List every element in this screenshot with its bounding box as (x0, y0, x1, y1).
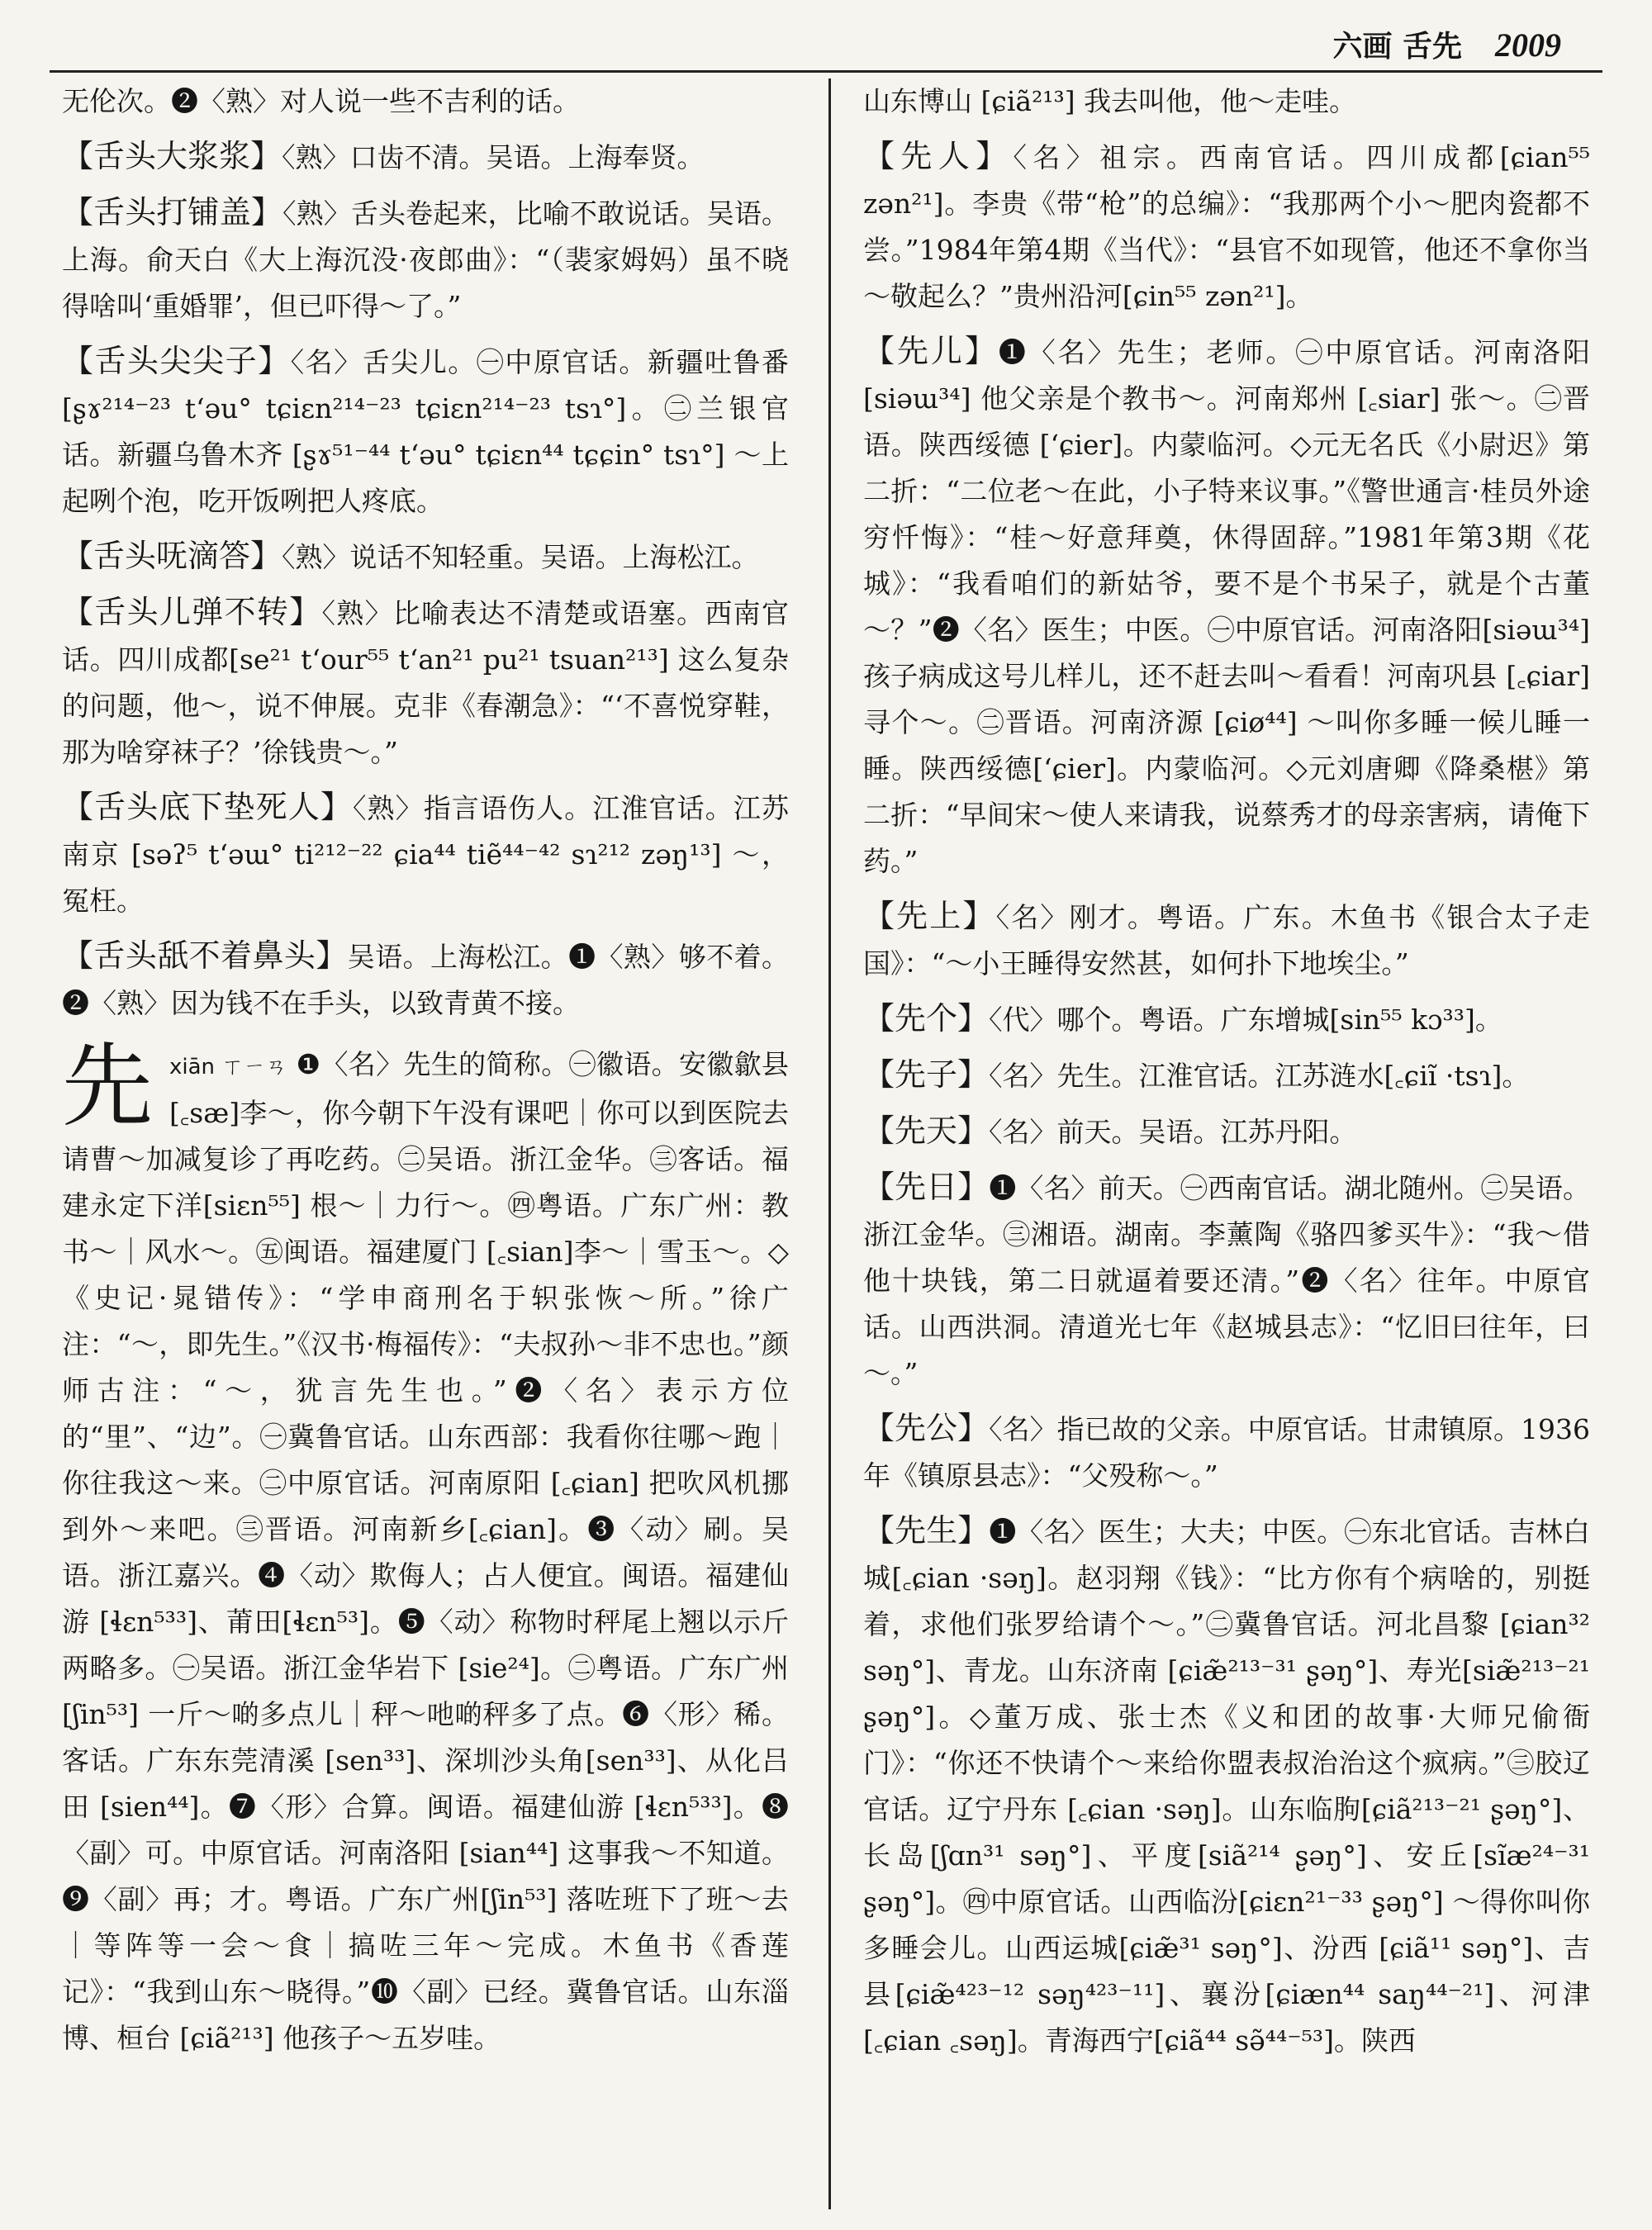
entry-headword: 【舌头尖尖子】 (62, 343, 291, 379)
entry-text: 〈名〉指已故的父亲。中原官话。甘肃镇原。1936年《镇原县志》：“父殁称～。” (863, 1413, 1590, 1492)
entry-text: ❶〈名〉前天。㊀西南官话。湖北随州。㊁吴语。浙江金华。㊂湘语。湖南。李薰陶《骆四爹买牛》：“我～借他十块钱，第二日就逼着要还清。”❷〈名〉往年。中原官话。山西洪洞。清道光七年《赵城县志》：“忆旧曰往年，曰～。” (863, 1172, 1590, 1389)
dictionary-entry (863, 78, 1590, 125)
entry-text: 山东博山 [ɕiã²¹³] 我去叫他，他～走哇。 (863, 85, 1357, 117)
entry-headword: 【先公】 (863, 1410, 990, 1446)
entry-headword: 【先人】 (863, 138, 1014, 174)
dictionary-entry (863, 893, 1590, 987)
dictionary-entry (863, 133, 1590, 320)
pinyin-label: xiān ㄒㄧㄢ (169, 1055, 287, 1079)
entry-headword: 【舌头底下垫死人】 (62, 789, 353, 825)
entry-headword: 【舌头舐不着鼻头】 (62, 937, 348, 974)
entry-headword: 【先儿】 (863, 333, 999, 369)
entry-text: 〈名〉刚才。粤语。广东。木鱼书《银合太子走国》：“～小王睡得安然甚，如何扑下地埃尘。” (863, 901, 1590, 980)
dictionary-entry (62, 133, 789, 181)
page-number: 2009 (1495, 26, 1561, 64)
entry-text: 〈熟〉比喻表达不清楚或语塞。西南官话。四川成都[se²¹ t‘our⁵⁵ t‘an²¹ pu²¹ tsuan²¹³] 这么复杂的问题，他～，说不伸展。克非《春潮急》：“‘不喜悦穿鞋，那为啥穿袜子？’徐钱贵～。” (62, 597, 789, 768)
character-entry (62, 1033, 789, 2062)
entry-headword: 【舌头打铺盖】 (62, 194, 282, 230)
dictionary-entry (863, 995, 1590, 1043)
entry-headword: 【先天】 (863, 1113, 990, 1149)
dictionary-entry (863, 328, 1590, 885)
entry-text: 〈名〉舌尖儿。㊀中原官话。新疆吐鲁番 [ʂɤ²¹⁴⁻²³ t‘əu° tɕiɛn²¹⁴⁻²³ tɕiɛn²¹⁴⁻²³ tsɿ°]。㊁兰银官话。新疆乌鲁木齐 [ʂɤ⁵¹⁻⁴⁴ t‘əu° tɕiɛn⁴⁴ tɕɕin° tsɿ°] ～上起咧个泡，吃开饭咧把人疼底。 (62, 346, 789, 517)
entry-text: 〈代〉哪个。粤语。广东增城[sin⁵⁵ kɔ³³]。 (989, 1004, 1502, 1036)
entry-text: 〈名〉先生。江淮官话。江苏涟水[꜀ɕiĩ ·tsɿ]。 (989, 1060, 1530, 1092)
entry-text: 〈名〉前天。吴语。江苏丹阳。 (989, 1116, 1357, 1148)
entry-headword: 【先上】 (863, 898, 996, 934)
entry-text: 〈熟〉说话不知轻重。吴语。上海松江。 (282, 541, 759, 573)
dictionary-entry (62, 338, 789, 524)
dictionary-entry (62, 589, 789, 776)
entry-headword: 【先子】 (863, 1056, 990, 1093)
head-character: 先 (62, 1033, 153, 1139)
entry-headword: 【先生】 (863, 1512, 990, 1549)
entry-text: ❶〈名〉医生；大夫；中医。㊀东北官话。吉林白城[꜀ɕian ·səŋ]。赵羽翔《钱》：“比方你有个病啥的，别挺着，求他们张罗给请个～。”㊁冀鲁官话。河北昌黎 [ɕian³² səŋ°]、青龙。山东济南 [ɕiæ̃²¹³⁻³¹ ʂəŋ°]、寿光[siæ̃²¹³⁻²¹ ʂəŋ°]。◇董万成、张士杰《义和团的故事·大师兄偷衙门》：“你还不快请个～来给你盟表叔治治这个疯病。”㊂胶辽官话。辽宁丹东 [꜀ɕian ·səŋ]。山东临朐[ɕiã²¹³⁻²¹ ʂəŋ°]、长岛[ʃɑn³¹ səŋ°]、平度[siã²¹⁴ ʂəŋ°]、安丘[sĩæ²⁴⁻³¹ ʂəŋ°]。㊃中原官话。山西临汾[ɕiɛn²¹⁻³³ ʂəŋ°] ～得你叫你多睡会儿。山西运城[ɕiæ̃³¹ səŋ°]、汾西 [ɕiã¹¹ səŋ°]、吉县[ɕiæ̃⁴²³⁻¹² səŋ⁴²³⁻¹¹]、襄汾[ɕiæn⁴⁴ saŋ⁴⁴⁻²¹]、河津[꜀ɕian ꜀səŋ]。青海西宁[ɕiã⁴⁴ sə̃⁴⁴⁻⁵³]。陕西 (863, 1516, 1590, 2057)
dictionary-entry (863, 1108, 1590, 1155)
entry-headword: 【舌头儿弹不转】 (62, 594, 322, 630)
entry-text: 〈名〉祖宗。西南官话。四川成都[ɕian⁵⁵ zən²¹]。李贵《带“枪”的总编》：“我那两个小～肥肉瓷都不尝。”1984年第4期《当代》：“县官不如现管，他还不拿你当～敬起么？”贵州沿河[ɕin⁵⁵ zən²¹]。 (863, 141, 1590, 312)
entry-headword: 【舌头呒滴答】 (62, 538, 282, 574)
left-column (62, 78, 789, 2213)
entry-headword: 【先日】 (863, 1169, 990, 1205)
dictionary-entry (62, 932, 789, 1027)
entry-text: ❶〈名〉先生的简称。㊀徽语。安徽歙县 [꜀sæ]李～，你今朝下午没有课吧｜你可以到医院去请曹～加减复诊了再吃药。㊁吴语。浙江金华。㊂客话。福建永定下洋[siɛn⁵⁵] 根～｜力行～。㊃粤语。广东广州：教书～｜风水～。㊄闽语。福建厦门 [꜀sian]李～｜雪玉～。◇《史记·晁错传》：“学申商刑名于轵张恢～所。”徐广注：“～，即先生。”《汉书·梅福传》：“夫叔孙～非不忠也。”颜师古注：“～，犹言先生也。”❷〈名〉表示方位的“里”、“边”。㊀冀鲁官话。山东西部：我看你往哪～跑｜你往我这～来。㊁中原官话。河南原阳 [꜀ɕian] 把吹风机挪到外～来吧。㊂晋语。河南新乡[꜀ɕian]。❸〈动〉刷。吴语。浙江嘉兴。❹〈动〉欺侮人；占人便宜。闽语。福建仙游 [ɬɛn⁵³³]、莆田[ɬɛn⁵³]。❺〈动〉称物时秤尾上翘以示斤两略多。㊀吴语。浙江金华岩下 [sie²⁴]。㊁粤语。广东广州 [ʃin⁵³] 一斤～啲多点儿｜秤～吔啲秤多了点。❻〈形〉稀。客话。广东东莞清溪 [sen³³]、深圳沙头角[sen³³]、从化吕田 [sien⁴⁴]。❼〈形〉合算。闽语。福建仙游 [ɬɛn⁵³³]。❽〈副〉可。中原官话。河南洛阳 [sian⁴⁴] 这事我～不知道。❾〈副〉再；才。粤语。广东广州[ʃin⁵³] 落咗班下了班～去｜等阵等一会～食｜搞咗三年～完成。木鱼书《香莲记》：“我到山东～晓得。”❿〈副〉已经。冀鲁官话。山东淄博、桓台 [ɕiã²¹³] 他孩子～五岁哇。 (62, 1048, 789, 2054)
dictionary-entry (62, 189, 789, 330)
dictionary-entry (62, 78, 789, 125)
entry-text: 〈熟〉口齿不清。吴语。上海奉贤。 (282, 141, 705, 173)
right-column (863, 78, 1590, 2213)
entry-text: 〈熟〉指言语伤人。江淮官话。江苏南京 [səʔ⁵ t‘əɯ° ti²¹²⁻²² ɕia⁴⁴ tiẽ⁴⁴⁻⁴² sɿ²¹² zəŋ¹³] ～，冤枉。 (62, 792, 789, 917)
entry-text: 吴语。上海松江。❶〈熟〉够不着。❷〈熟〉因为钱不在手头，以致青黄不接。 (62, 941, 789, 1019)
entry-text: ❶〈名〉先生；老师。㊀中原官话。河南洛阳 [siəɯ³⁴] 他父亲是个教书～。河南郑州 [꜀siar] 张～。㊁晋语。陕西绥德 [‘ɕier]。内蒙临河。◇元无名氏《小尉迟》第二折：“二位老～在此，小子特来议事。”《警世通言·桂员外途穷忏悔》：“桂～好意拜奠，休得固辞。”1981年第3期《花城》：“我看咱们的新姑爷，要不是个书呆子，就是个古董～？”❷〈名〉医生；中医。㊀中原官话。河南洛阳[siəɯ³⁴] 孩子病成这号儿样儿，还不赶去叫～看看！河南巩县 [꜀ɕiar] 寻个～。㊁晋语。河南济源 [ɕiø⁴⁴] ～叫你多睡一候儿睡一睡。陕西绥德[‘ɕier]。内蒙临河。◇元刘唐卿《降桑椹》第二折：“早间宋～使人来请我，说蔡秀才的母亲害病，请俺下药。” (863, 336, 1590, 877)
dictionary-entry (863, 1164, 1590, 1397)
header-rule (50, 70, 1602, 73)
dictionary-entry (863, 1051, 1590, 1099)
dictionary-entry (62, 533, 789, 581)
column-divider (828, 78, 831, 2209)
dictionary-entry (863, 1405, 1590, 1499)
dictionary-entry (62, 784, 789, 924)
dictionary-entry (863, 1507, 1590, 2064)
running-head (1332, 23, 1561, 65)
entry-headword: 【舌头大浆浆】 (62, 138, 282, 174)
entry-headword: 【先个】 (863, 1000, 990, 1037)
entry-text: 无伦次。❷〈熟〉对人说一些不吉利的话。 (62, 85, 580, 117)
entry-text: 〈熟〉舌头卷起来，比喻不敢说话。吴语。上海。俞天白《大上海沉没·夜郎曲》：“（裴家姆妈）虽不晓得啥叫‘重婚罪’，但已吓得～了。” (62, 197, 789, 322)
section-title: 六画 舌先 (1332, 29, 1462, 64)
